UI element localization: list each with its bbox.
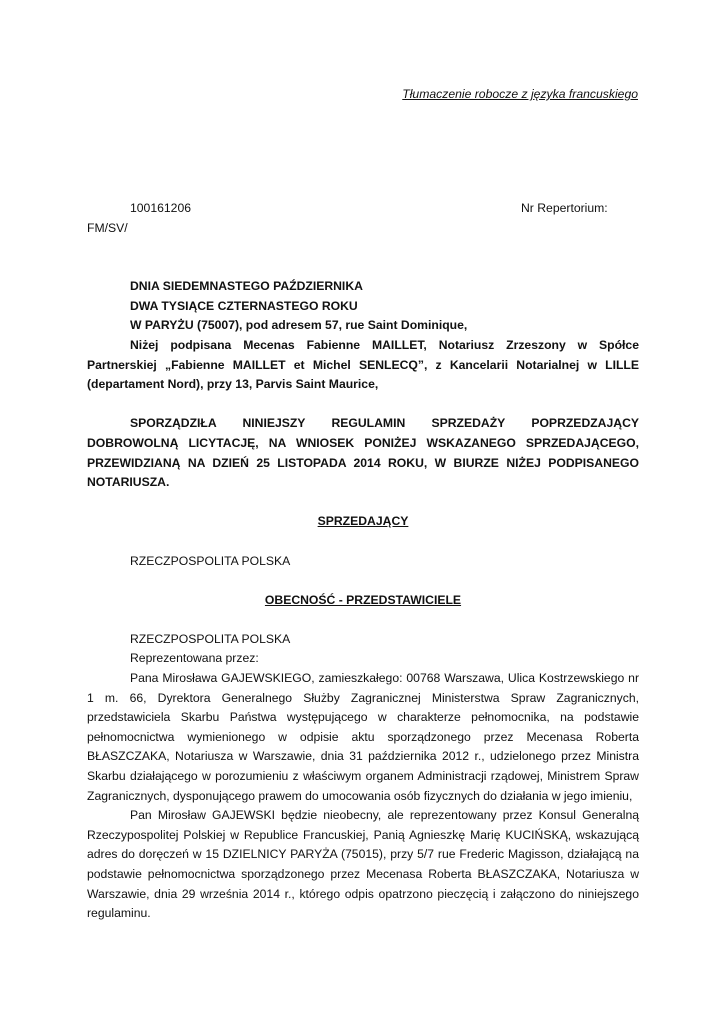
place-line: W PARYŻU (75007), pod adresem 57, rue Saint Dominique, [130,318,468,333]
presence-heading: OBECNOŚĆ - PRZEDSTAWICIELE [264,592,462,607]
consul-paragraph: Pan Mirosław GAJEWSKI będzie nieobecny, ale reprezentowany przez Konsul Generalną Rzeczypospolitej Polskiej w Republice Francuskiej, Panią Agnieszkę Marię KUCIŃSKĄ, wskazującą adres do doręczeń w 15 DZIELNICY PARYŻA (75015), przy 5/7 rue Frederic Magisson, działającą na podstawie pełnomocnictwa sporządzonego przez Mecenasa Roberta BŁASZCZAKA, Notariusza w Warszawie, dnia 29 września 2014 r., którego odpis opatrzono pieczęcią i załączono do niniejszego regulaminu. [87,808,639,921]
seller-heading: SPRZEDAJĄCY [317,514,409,529]
initials: FM/SV/ [87,220,128,235]
reference-line [87,199,639,219]
notary-paragraph: Niżej podpisana Mecenas Fabienne MAILLET, Notariusz Zrzeszony w Spółce Partnerskiej „Fabienne MAILLET et Michel SENLECQ”, z Kancelarii Notarialnej w LILLE (departament Nord), przy 13, Parvis Saint Maurice, [87,337,639,392]
presence-party: RZECZPOSPOLITA POLSKA [130,631,291,646]
document-number: 100161206 [130,201,192,215]
seller-name: RZECZPOSPOLITA POLSKA [130,553,291,568]
repertorium-label: Nr Repertorium: [521,201,608,215]
statement-paragraph: SPORZĄDZIŁA NINIEJSZY REGULAMIN SPRZEDAŻY POPRZEDZAJĄCY DOBROWOLNĄ LICYTACJĘ, NA WNIOSEK PONIŻEJ WSKAZANEGO SPRZEDAJĄCEGO, PRZEWIDZIANĄ NA DZIEŃ 25 LISTOPADA 2014 ROKU, W BIURZE NIŻEJ PODPISANEGO NOTARIUSZA. [87,416,639,490]
document-body [87,199,639,924]
date-line-1: DNIA SIEDEMNASTEGO PAŹDZIERNIKA [130,279,363,294]
date-line-2: DWA TYSIĄCE CZTERNASTEGO ROKU [130,298,358,313]
translation-note: Tłumaczenie robocze z języka francuskiego [402,87,638,101]
representative-paragraph: Pana Mirosława GAJEWSKIEGO, zamieszkałego: 00768 Warszawa, Ulica Kostrzewskiego nr 1 m. 66, Dyrektora Generalnego Służby Zagranicznej Ministerstwa Spraw Zagranicznych, przedstawiciela Skarbu Państwa występującego w charakterze pełnomocnika, na podstawie pełnomocnictwa wymienionego w odpisie aktu sporządzonego przez Mecenasa Roberta BŁASZCZAKA, Notariusza w Warszawie, dnia 31 października 2012 r., udzielonego przez Ministra Skarbu działającego w porozumieniu z właściwym organem Administracji rządowej, Ministrem Spraw Zagranicznych, dysponującego prawem do umocowania osób fizycznych do działania w jego imieniu, [87,671,639,803]
represented-by: Reprezentowana przez: [130,651,259,666]
